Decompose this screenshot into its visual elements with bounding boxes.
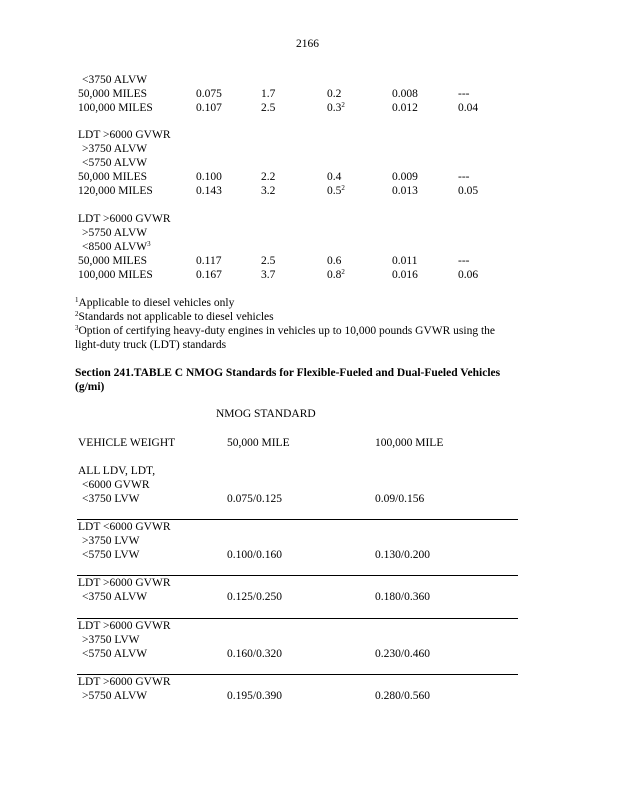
column-header: 50,000 MILE: [227, 437, 290, 449]
cell: 0.016: [392, 269, 418, 281]
cell: 2.2: [261, 171, 276, 183]
footnote-ref: 2: [341, 268, 345, 276]
row-label: 100,000 MILES: [78, 102, 153, 114]
weight-class-line: <3750 ALVW: [82, 591, 148, 603]
weight-class-line: <5750 LVW: [82, 549, 140, 561]
footnote: $^1$Applicable to diesel vehicles only: [75, 296, 235, 309]
weight-class-line: <5750 ALVW: [82, 648, 148, 660]
weight-class-line: <6000 GVWR: [82, 479, 150, 491]
nmog-value-100k: 0.180/0.360: [375, 591, 430, 603]
footnote: $^3$Option of certifying heavy-duty engines in vehicles up to 10,000 pounds GVWR using the: [75, 324, 495, 337]
section-title-units: (g/mi): [75, 381, 105, 393]
cell: 0.075: [196, 88, 222, 100]
cell: ---: [458, 255, 470, 267]
row-label: 120,000 MILES: [78, 185, 153, 197]
weight-class-line: LDT <6000 GVWR: [78, 521, 171, 533]
group-label: >5750 ALVW: [82, 227, 148, 239]
weight-class-line: >3750 LVW: [82, 535, 140, 547]
cell: 0.05: [458, 185, 479, 197]
cell: 0.107: [196, 102, 222, 114]
group-label: <3750 ALVW: [82, 74, 148, 86]
cell: 0.6: [327, 255, 342, 267]
cell: 0.06: [458, 269, 479, 281]
weight-class-line: >5750 ALVW: [82, 690, 148, 702]
nmog-value-50k: 0.195/0.390: [227, 690, 282, 702]
cell: 0.009: [392, 171, 418, 183]
group-label: <5750 ALVW: [82, 157, 148, 169]
cell: 2.5: [261, 255, 276, 267]
nmog-value-100k: 0.130/0.200: [375, 549, 430, 561]
weight-class-line: LDT >6000 GVWR: [78, 620, 171, 632]
page-number: 2166: [296, 38, 319, 50]
footnote: light-duty truck (LDT) standards: [75, 339, 227, 351]
cell: ---: [458, 171, 470, 183]
cell: 1.7: [261, 88, 276, 100]
cell: 3.7: [261, 269, 276, 281]
group-label: LDT >6000 GVWR: [78, 213, 171, 225]
weight-class-line: >3750 LVW: [82, 634, 140, 646]
nmog-value-100k: 0.09/0.156: [375, 493, 425, 505]
cell: ---: [458, 88, 470, 100]
nmog-value-50k: 0.075/0.125: [227, 493, 282, 505]
weight-class-line: LDT >6000 GVWR: [78, 577, 171, 589]
weight-class-line: <3750 LVW: [82, 493, 140, 505]
table-super-header: NMOG STANDARD: [216, 408, 316, 420]
cell: 0.100: [196, 171, 222, 183]
nmog-value-100k: 0.230/0.460: [375, 648, 430, 660]
footnote-ref: 3: [147, 240, 151, 248]
cell: $0.3^2$: [327, 101, 345, 114]
group-label: LDT >6000 GVWR: [78, 129, 171, 141]
row-label: 50,000 MILES: [78, 171, 147, 183]
cell: 0.013: [392, 185, 418, 197]
cell: 3.2: [261, 185, 276, 197]
footnote-ref: 2: [341, 184, 345, 192]
weight-class-line: ALL LDV, LDT,: [78, 465, 156, 477]
cell: 0.012: [392, 102, 418, 114]
cell: 0.117: [196, 255, 222, 267]
cell: 0.4: [327, 171, 342, 183]
group-label: <8500 ALVW$^3$: [82, 240, 151, 253]
column-header: 100,000 MILE: [375, 437, 444, 449]
cell: 0.04: [458, 102, 479, 114]
cell: 0.143: [196, 185, 222, 197]
cell: 0.008: [392, 88, 418, 100]
cell: 2.5: [261, 102, 276, 114]
footnote: $^2$Standards not applicable to diesel vehicles: [75, 310, 274, 323]
nmog-value-50k: 0.160/0.320: [227, 648, 282, 660]
cell: 0.2: [327, 88, 342, 100]
cell: $0.5^2$: [327, 184, 345, 197]
column-header: VEHICLE WEIGHT: [78, 437, 176, 449]
cell: $0.8^2$: [327, 268, 345, 281]
footnote-ref: 2: [341, 101, 345, 109]
nmog-value-100k: 0.280/0.560: [375, 690, 430, 702]
row-label: 100,000 MILES: [78, 269, 153, 281]
section-title: Section 241.TABLE C NMOG Standards for Flexible-Fueled and Dual-Fueled Vehicles: [75, 367, 501, 379]
cell: 0.011: [392, 255, 418, 267]
weight-class-line: LDT >6000 GVWR: [78, 676, 171, 688]
nmog-value-50k: 0.100/0.160: [227, 549, 282, 561]
row-label: 50,000 MILES: [78, 88, 147, 100]
cell: 0.167: [196, 269, 222, 281]
nmog-value-50k: 0.125/0.250: [227, 591, 282, 603]
row-label: 50,000 MILES: [78, 255, 147, 267]
group-label: >3750 ALVW: [82, 143, 148, 155]
